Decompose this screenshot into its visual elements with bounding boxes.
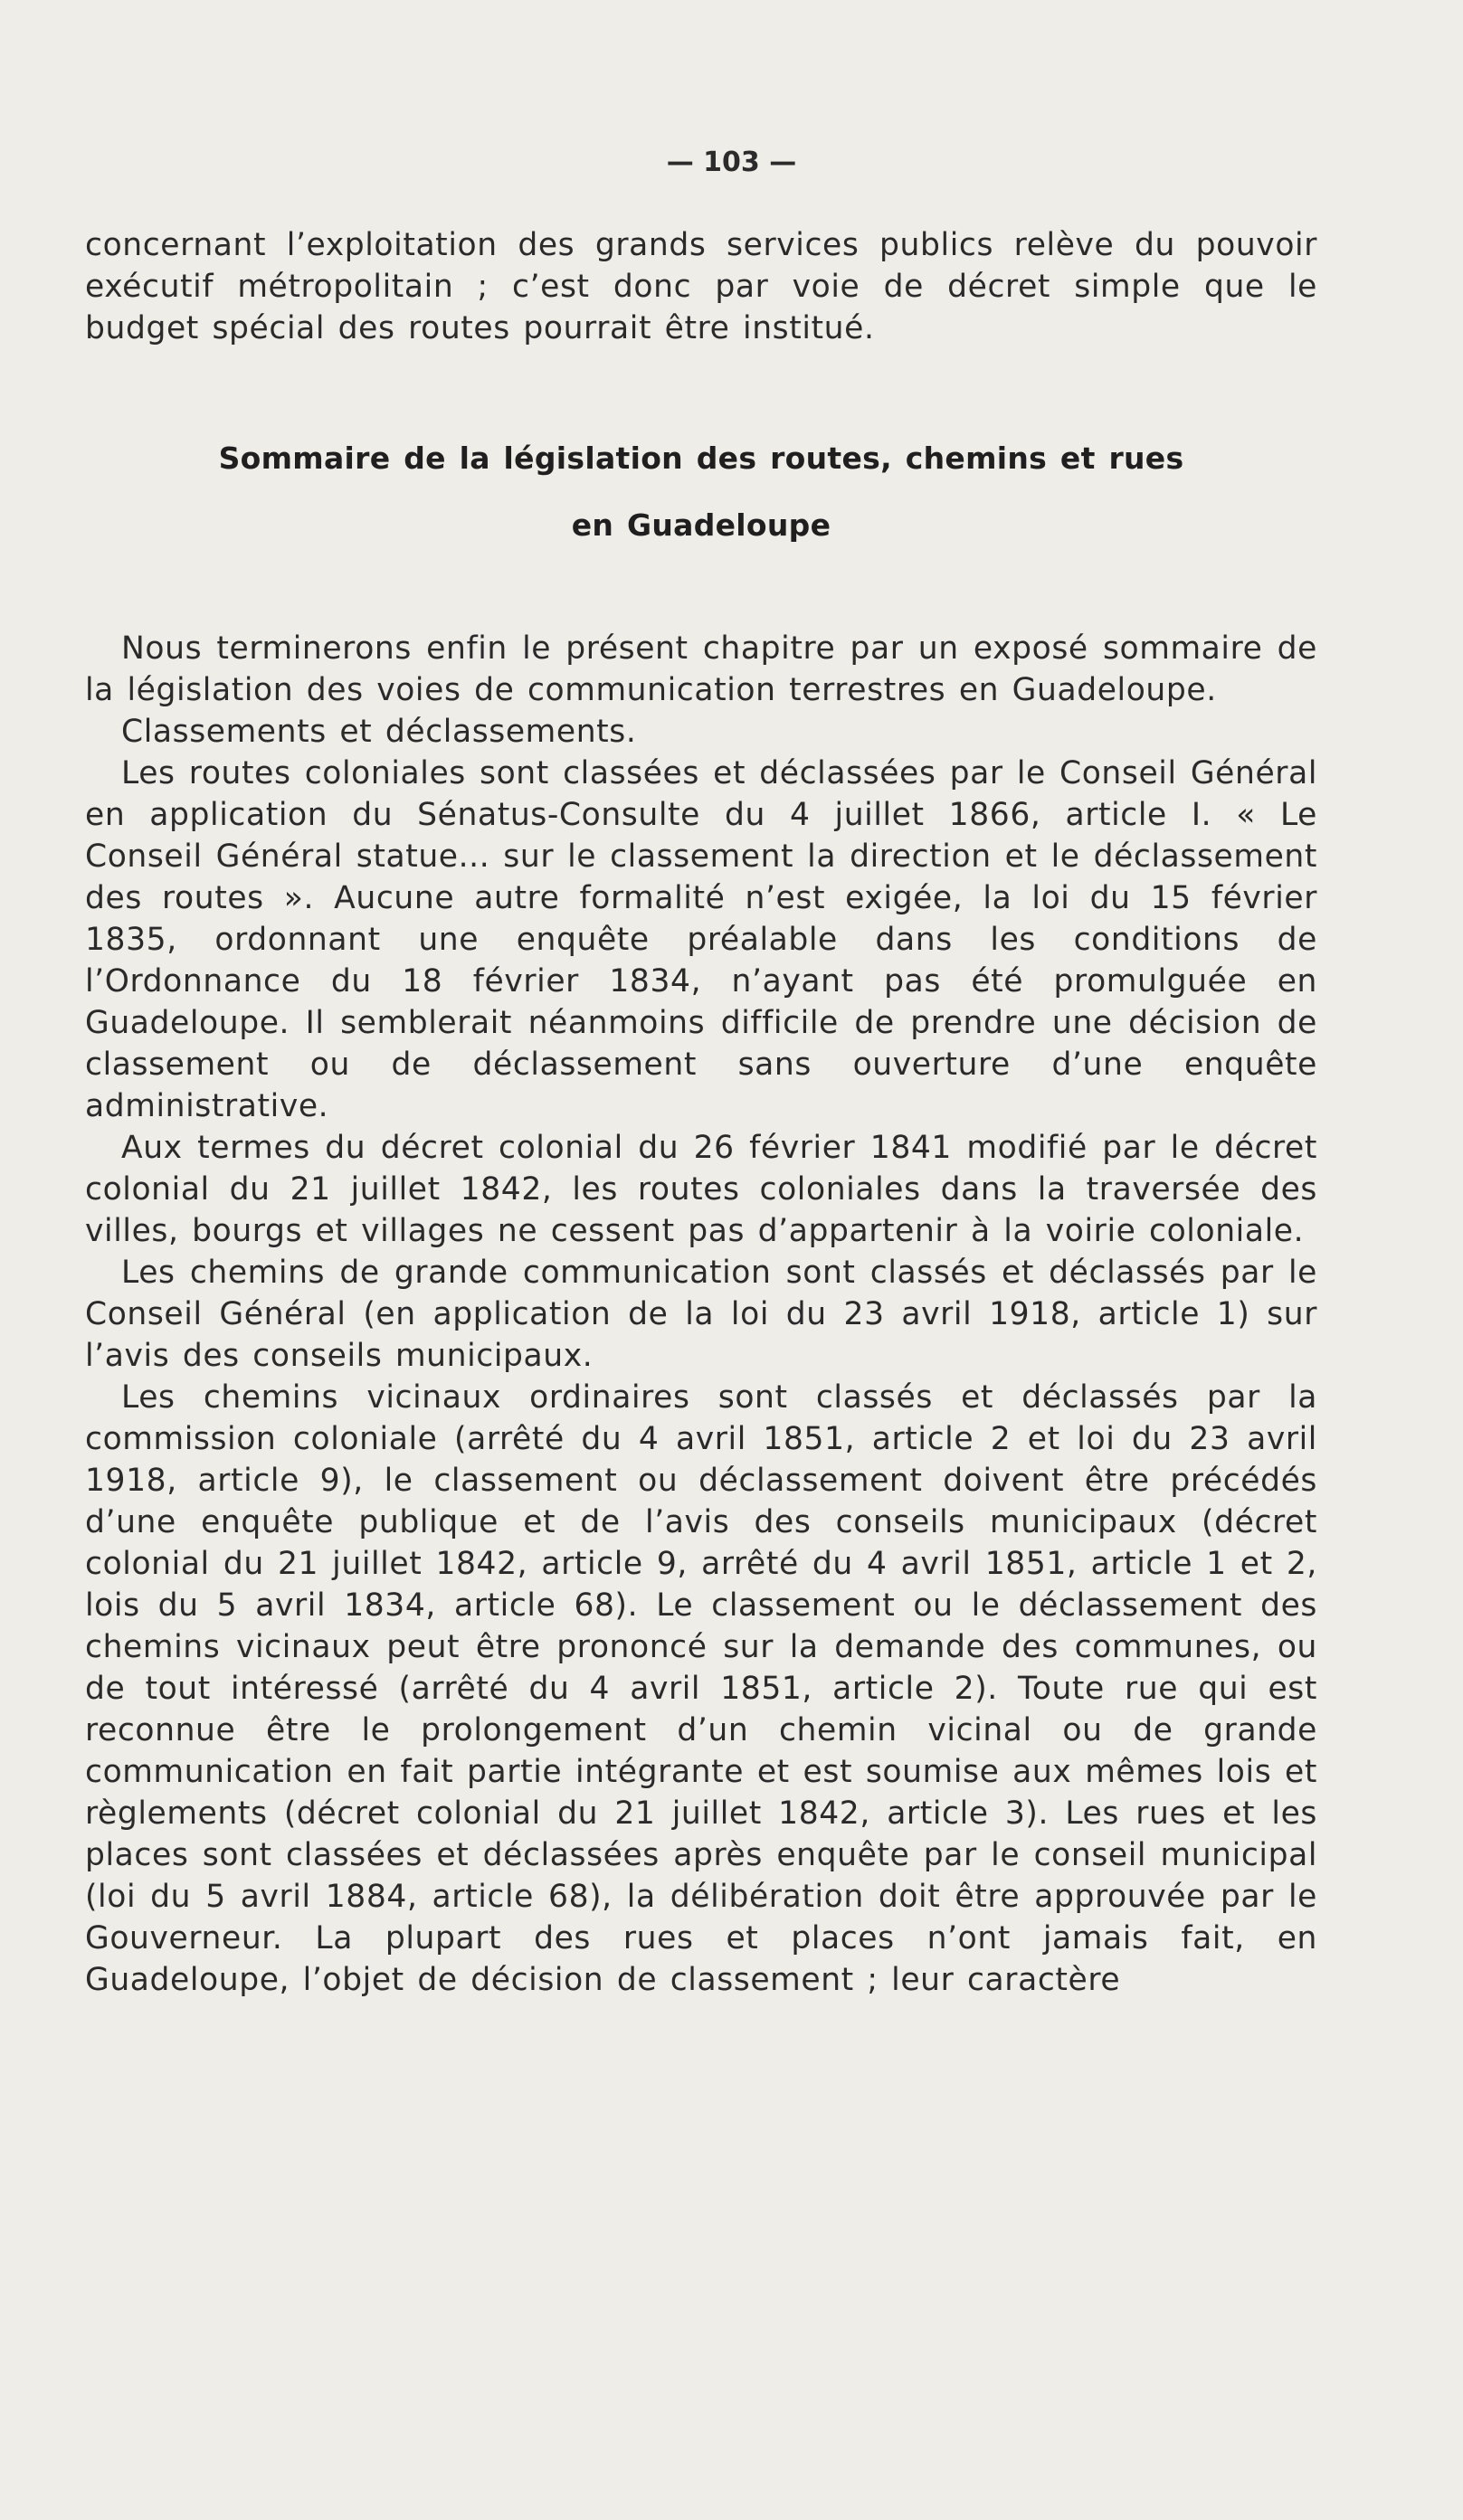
paragraph-grande-communication: Les chemins de grande communication sont classés et déclassés par le Conseil Général (en application de la loi du 23 avril 1918, article 1) sur l’avis des conseils municipaux. (85, 1255, 1317, 1374)
paragraph-decret-colonial: Aux termes du décret colonial du 26 février 1841 modifié par le décret colonial du 21 juillet 1842, les routes coloniales dans la traversée des villes, bourgs et villages ne cessent pas d’appartenir à la voirie coloniale. (85, 1130, 1317, 1249)
paragraph-intro: Nous terminerons enfin le présent chapitre par un exposé sommaire de la législation des voies de communication terrestres en Guadeloupe. (85, 630, 1317, 708)
section-heading-line-1: Sommaire de la législation des routes, chemins et rues (218, 441, 1184, 476)
paragraph-chemins-vicinaux: Les chemins vicinaux ordinaires sont classés et déclassés par la commission coloniale (arrêté du 4 avril 1851, article 2 et loi du 23 avril 1918, article 9), le classement ou déclassement doivent être précédés d’une enquête publique et de l’avis des conseils municipaux (décret colonial du 21 juillet 1842, article 9, arrêté du 4 avril 1851, article 1 et 2, lois du 5 avril 1834, article 68). Le classement ou le déclassement des chemins vicinaux peut être prononcé sur la demande des communes, ou de tout intéressé (arrêté du 4 avril 1851, article 2). Toute rue qui est reconnue être le prolongement d’un chemin vicinal ou de grande communication en fait partie intégrante et est soumise aux mêmes lois et règlements (décret colonial du 21 juillet 1842, article 3). Les rues et les places sont classées et déclassées après enquête par le conseil municipal (loi du 5 avril 1884, article 68), la délibération doit être approuvée par le Gouverneur. La plupart des rues et places n’ont jamais fait, en Guadeloupe, l’objet de décision de classement ; leur caractère (85, 1379, 1317, 1998)
page-body (85, 224, 1317, 2001)
section-heading-line-2: en Guadeloupe (571, 507, 831, 543)
page-number: — 103 — (666, 147, 797, 178)
paragraph-classements: Classements et déclassements. (121, 714, 637, 750)
paragraph-continuation: concernant l’exploitation des grands services publics relève du pouvoir exécutif métropolitain ; c’est donc par voie de décret simple que le budget spécial des routes pourrait être institué. (85, 227, 1317, 346)
paragraph-routes-coloniales: Les routes coloniales sont classées et déclassées par le Conseil Général en application du Sénatus-Consulte du 4 juillet 1866, article I. « Le Conseil Général statue... sur le classement la direction et le déclassement des routes ». Aucune autre formalité n’est exigée, la loi du 15 février 1835, ordonnant une enquête préalable dans les conditions de l’Ordonnance du 18 février 1834, n’ayant pas été promulguée en Guadeloupe. Il semblerait néanmoins difficile de prendre une décision de classement ou de déclassement sans ouverture d’une enquête administrative. (85, 755, 1317, 1124)
